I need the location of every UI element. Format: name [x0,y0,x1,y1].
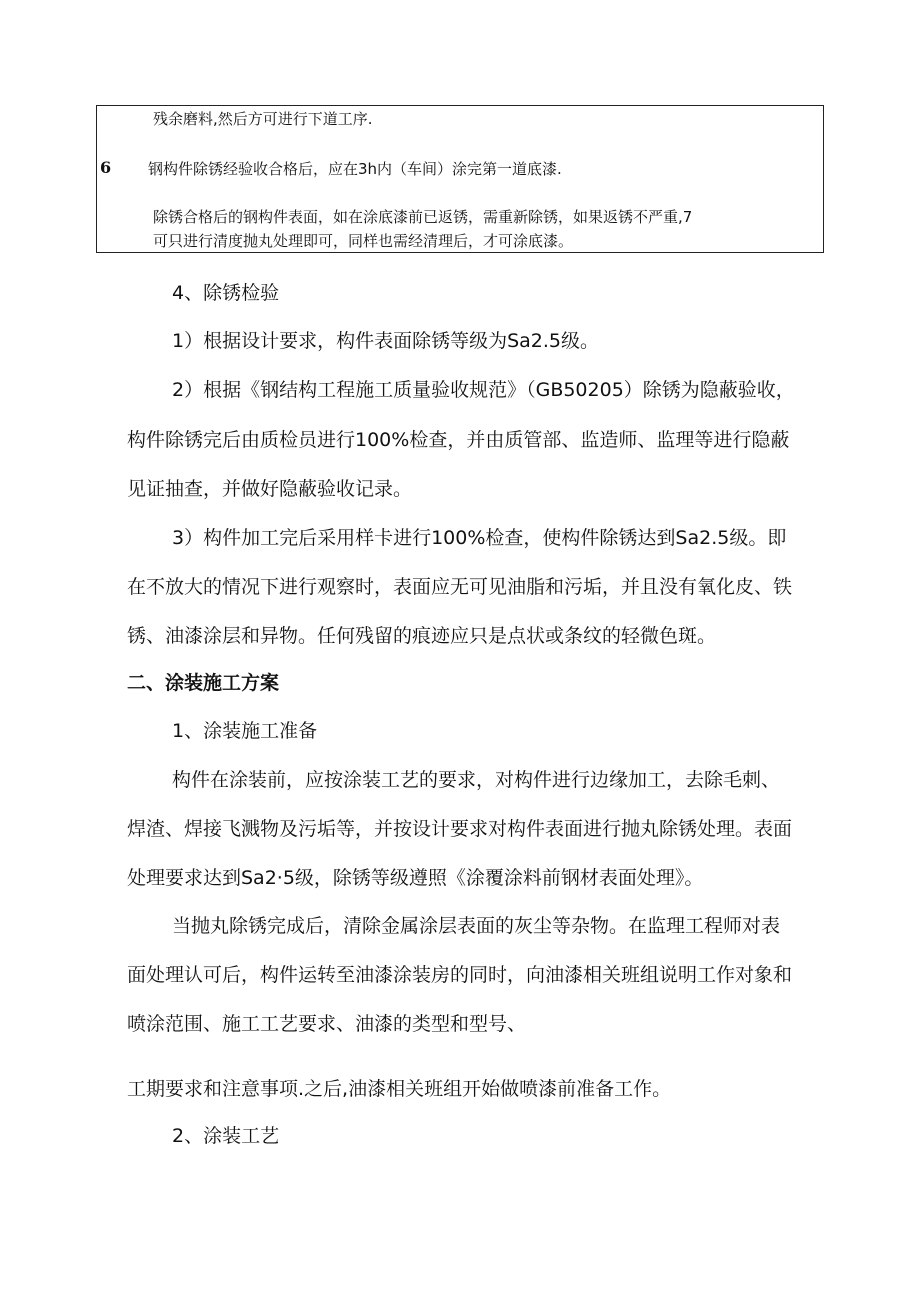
table-row-a-text: 残余磨料,然后方可进行下道工序. [153,110,373,128]
part-2-para-2-line-1: 当抛丸除锈完成后，清除金属涂层表面的灰尘等杂物。在监理工程师对表 [172,915,781,937]
part-2-heading: 二、涂装施工方案 [127,672,280,694]
section-4-item-2-line-2: 构件除锈完后由质检员进行100%检查，并由质管部、监造师、监理等进行隐蔽 [127,429,790,451]
part-2-para-1-line-2: 焊渣、焊接飞溅物及污垢等，并按设计要求对构件表面进行抛丸除锈处理。表面 [127,818,793,840]
part-2-subheading-2: 2、涂装工艺 [172,1125,280,1147]
section-4-item-1: 1）根据设计要求，构件表面除锈等级为Sa2.5级。 [172,330,600,352]
section-4-item-3-line-1: 3）构件加工完后采用样卡进行100%检查，使构件除锈达到Sa2.5级。即 [172,527,787,549]
part-2-para-1-line-3: 处理要求达到Sa2·5级，除锈等级遵照《涂覆涂料前钢材表面处理》。 [127,867,704,889]
table-row-c-line2: 可只进行清度抛丸处理即可，同样也需经清理后，才可涂底漆。 [153,232,574,250]
part-2-para-2-line-2: 面处理认可后，构件运转至油漆涂装房的同时，向油漆相关班组说明工作对象和 [127,964,793,986]
part-2-subheading-1: 1、涂装施工准备 [172,720,318,742]
section-4-item-2-line-3: 见证抽查，并做好隐蔽验收记录。 [127,478,413,500]
part-2-para-2-line-4: 工期要求和注意事项.之后,油漆相关班组开始做喷漆前准备工作。 [127,1078,672,1100]
table-row-c-line1: 除锈合格后的钢构件表面，如在涂底漆前已返锈，需重新除锈，如果返锈不严重,7 [153,208,693,226]
section-4-item-2-line-1: 2）根据《钢结构工程施工质量验收规范》（GB50205）除锈为隐蔽验收， [172,379,795,401]
table-row-b-number: 6 [100,158,112,177]
section-4-item-3-line-3: 锈、油漆涂层和异物。任何残留的痕迹应只是点状或条纹的轻微色斑。 [127,625,717,647]
table-row-b-text: 钢构件除锈经验收合格后，应在3h内（车间）涂完第一道底漆. [148,160,562,178]
part-2-para-2-line-3: 喷涂范围、施工工艺要求、油漆的类型和型号、 [127,1013,527,1035]
section-4-item-3-line-2: 在不放大的情况下进行观察时，表面应无可见油脂和污垢，并且没有氧化皮、铁 [127,576,793,598]
part-2-para-1-line-1: 构件在涂装前，应按涂装工艺的要求，对构件进行边缘加工，去除毛刺、 [172,769,781,791]
section-4-heading: 4、除锈检验 [172,282,280,304]
